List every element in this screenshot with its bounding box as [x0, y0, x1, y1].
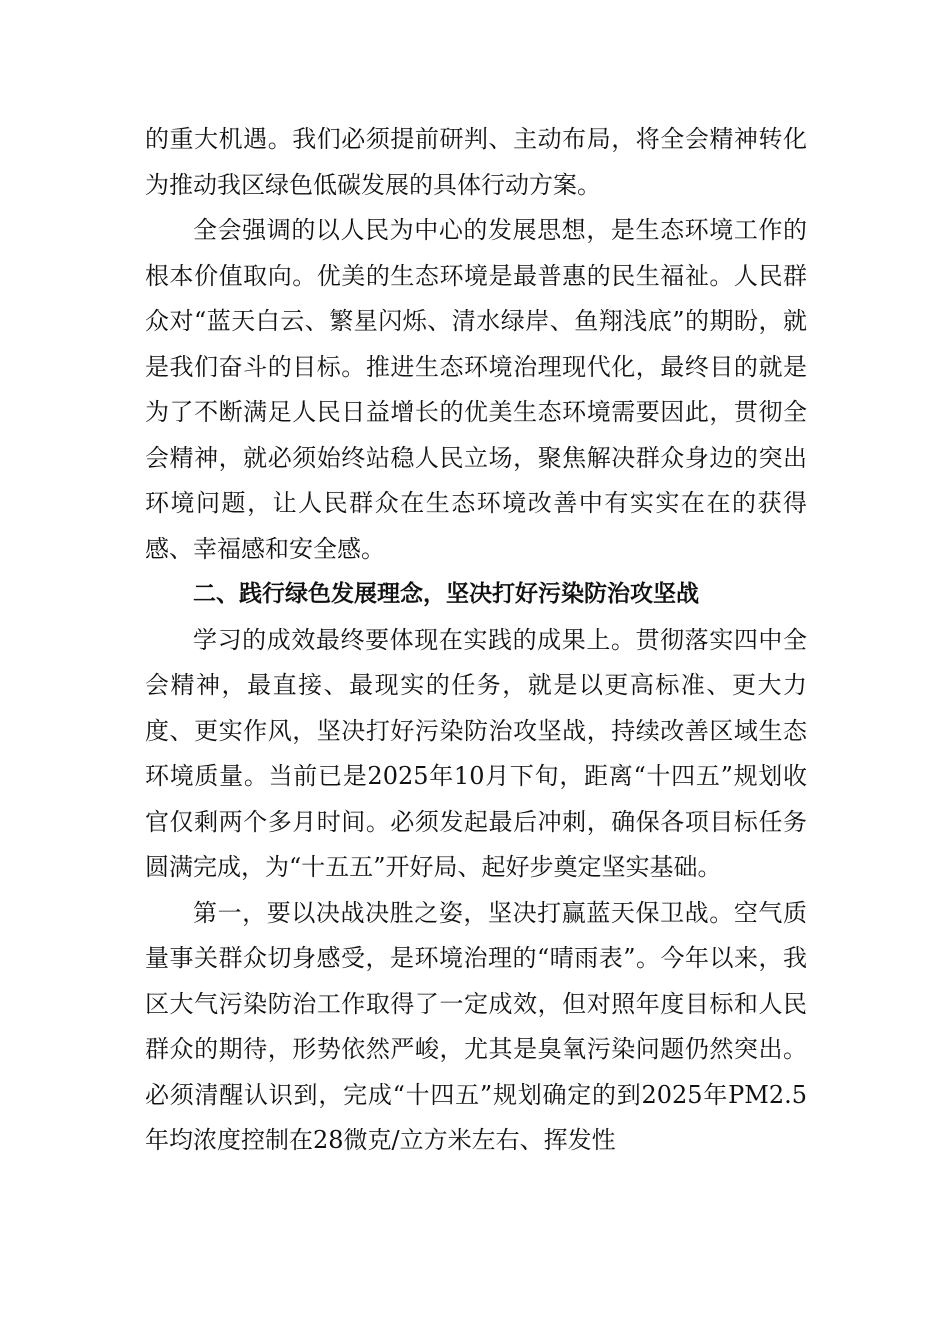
paragraph-blue-sky: 第一，要以决战决胜之姿，坚决打赢蓝天保卫战。空气质量事关群众切身感受，是环境治理的“晴雨表”。今年以来，我区大气污染防治工作取得了一定成效，但对照年度目标和人民群众的期待，形势依然严峻，尤其是臭氧污染问题仍然突出。必须清醒认识到，完成“十四五”规划确定的到2025年PM2.5年均浓度控制在28微克/立方米左右、挥发性: [145, 898, 807, 1154]
paragraph-practice-results: 学习的成效最终要体现在实践的成果上。贯彻落实四中全会精神，最直接、最现实的任务，就是以更高标准、更大力度、更实作风，坚决打好污染防治攻坚战，持续改善区域生态环境质量。当前已是2025年10月下旬，距离“十四五”规划收官仅剩两个多月时间。必须发起最后冲刺，确保各项目标任务圆满完成，为“十五五”开好局、起好步奠定坚实基础。: [145, 625, 807, 881]
document-body: [145, 117, 807, 1164]
section-heading-2: 二、践行绿色发展理念，坚决打好污染防治攻坚战: [193, 581, 699, 607]
paragraph-continuation: 的重大机遇。我们必须提前研判、主动布局，将全会精神转化为推动我区绿色低碳发展的具体行动方案。: [145, 125, 807, 199]
paragraph-people-centered: 全会强调的以人民为中心的发展思想，是生态环境工作的根本价值取向。优美的生态环境是最普惠的民生福祉。人民群众对“蓝天白云、繁星闪烁、清水绿岸、鱼翔浅底”的期盼，就是我们奋斗的目标。推进生态环境治理现代化，最终目的就是为了不断满足人民日益增长的优美生态环境需要因此，贯彻全会精神，就必须始终站稳人民立场，聚焦解决群众身边的突出环境问题，让人民群众在生态环境改善中有实实在在的获得感、幸福感和安全感。: [145, 216, 807, 563]
